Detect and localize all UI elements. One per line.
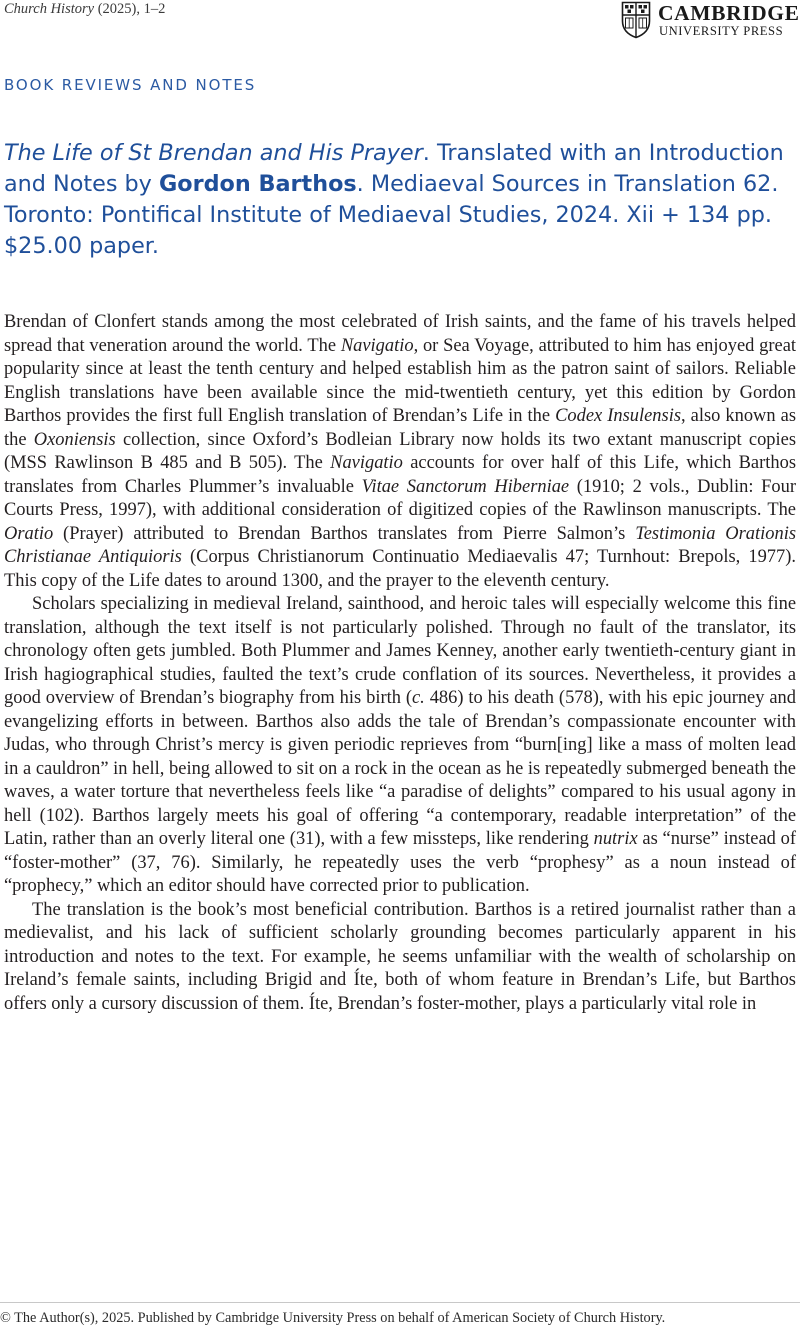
footer-divider <box>0 1302 800 1303</box>
paragraph-text: (1910; 2 vols., Dublin: Four Courts Press, 1997), with additional consideration of digitized copies of the Rawlinson manuscripts. The <box>4 475 796 519</box>
paragraph-text: , or Sea Voyage, attributed to him has enjoyed great popularity since at least the tenth century and helped establish him as the patron saint of sailors. Reliable English translations have been available since the mid-twentieth century, yet this edition by Gordon Barthos provides the first full English translation of Brendan’s Life in the <box>4 334 796 425</box>
body-paragraph <box>4 310 796 592</box>
italic-text: Oratio <box>4 522 54 543</box>
italic-text: Vitae Sanctorum Hiberniae <box>361 475 570 496</box>
body-paragraph <box>4 898 796 1016</box>
translator-name: Gordon Barthos <box>158 171 357 197</box>
paragraph-text: Brendan of Clonfert stands among the most celebrated of Irish saints, and the fame of his travels helped spread that veneration around the world. The <box>4 311 796 355</box>
paragraph-text: (Prayer) attributed to Brendan Barthos translates from Pierre Salmon’s <box>53 522 636 543</box>
heading-text-publication: . Mediaeval Sources in Translation 62. Toronto: Pontifical Institute of Mediaeval Studies, 2024. Xii + 134 pp. $25.00 paper. <box>4 171 779 259</box>
italic-text: Navigatio <box>340 334 414 355</box>
paragraph-text: , also known as the <box>4 405 796 449</box>
body-paragraph <box>4 592 796 898</box>
journal-name: Church History <box>4 1 95 17</box>
italic-text: Navigatio <box>330 452 403 472</box>
university-shield-icon <box>621 1 651 39</box>
publisher-subtitle: UNIVERSITY PRESS <box>659 24 784 38</box>
italic-text: nutrix <box>593 828 638 848</box>
italic-text: Oxoniensis <box>33 428 116 449</box>
paragraph-text: as “nurse” instead of “foster-mother” (37, 76). Similarly, he repeatedly uses the verb “prophesy” as a noun instead of “prophecy,” which an editor should have corrected prior to publication. <box>4 828 796 895</box>
paragraph-text: collection, since Oxford’s Bodleian Library now holds its two extant manuscript copies (MSS Rawlinson B 485 and B 505). The <box>4 428 796 472</box>
journal-issue: (2025), 1–2 <box>94 1 166 17</box>
italic-text: c. <box>411 687 425 707</box>
paragraph-text: The translation is the book’s most beneficial contribution. Barthos is a retired journalist rather than a medievalist, and his lack of sufficient scholarly grounding becomes particularly apparent in his introduction and notes to the text. For example, he seems unfamiliar with the wealth of scholarship on Ireland’s female saints, including Brigid and Íte, both of whom feature in Brendan’s Life, but Barthos offers only a cursory discussion of them. Íte, Brendan’s foster-mother, plays a particularly vital role in <box>4 898 796 1013</box>
journal-reference <box>4 0 165 18</box>
copyright-footer: © The Author(s), 2025. Published by Cambridge University Press on behalf of American Society of Church History. <box>0 1310 666 1326</box>
book-title: The Life of St Brendan and His Prayer <box>4 140 423 166</box>
italic-text: Testimonia Orationis Christianae Antiquioris <box>4 522 796 566</box>
paragraph-text: accounts for over half of this Life, which Barthos translates from Charles Plummer’s invaluable <box>4 452 796 496</box>
heading-text: . Translated with an Introduction and Notes by <box>4 140 784 197</box>
publisher-logo <box>621 1 799 41</box>
publisher-name: CAMBRIDGE <box>658 1 800 25</box>
paragraph-text: Scholars specializing in medieval Ireland, sainthood, and heroic tales will especially welcome this fine translation, although the text itself is not particularly polished. Through no fault of the translator, its chronology often gets jumbled. Both Plummer and James Kenney, another early twentieth-century giant in Irish hagiographical studies, faulted the text’s crude conflation of its sources. Nevertheless, it provides a good overview of Brendan’s biography from his birth ( <box>4 593 796 707</box>
section-label: BOOK REVIEWS AND NOTES <box>4 76 257 94</box>
paragraph-text: 486) to his death (578), with his epic journey and evangelizing efforts in between. Barthos also adds the tale of Brendan’s compassionate encounter with Judas, who through Christ’s mercy is given periodic reprieves from “burn[ing] like a mass of molten lead in a cauldron” in hell, being allowed to sit on a rock in the ocean as he is repeatedly submerged beneath the waves, a water torture that nevertheless feels like “a paradise of delights” compared to his usual agony in hell (102). Barthos largely meets his goal of offering “a contemporary, readable interpretation” of the Latin, rather than an overly literal one (31), with a few missteps, like rendering <box>4 687 796 848</box>
italic-text: Codex Insulensis <box>555 405 681 425</box>
review-heading <box>4 138 796 262</box>
paragraph-text: (Corpus Christianorum Continuatio Mediaevalis 47; Turnhout: Brepols, 1977). This copy of the Life dates to around 1300, and the prayer to the eleventh century. <box>4 546 796 590</box>
review-body <box>4 310 796 1015</box>
